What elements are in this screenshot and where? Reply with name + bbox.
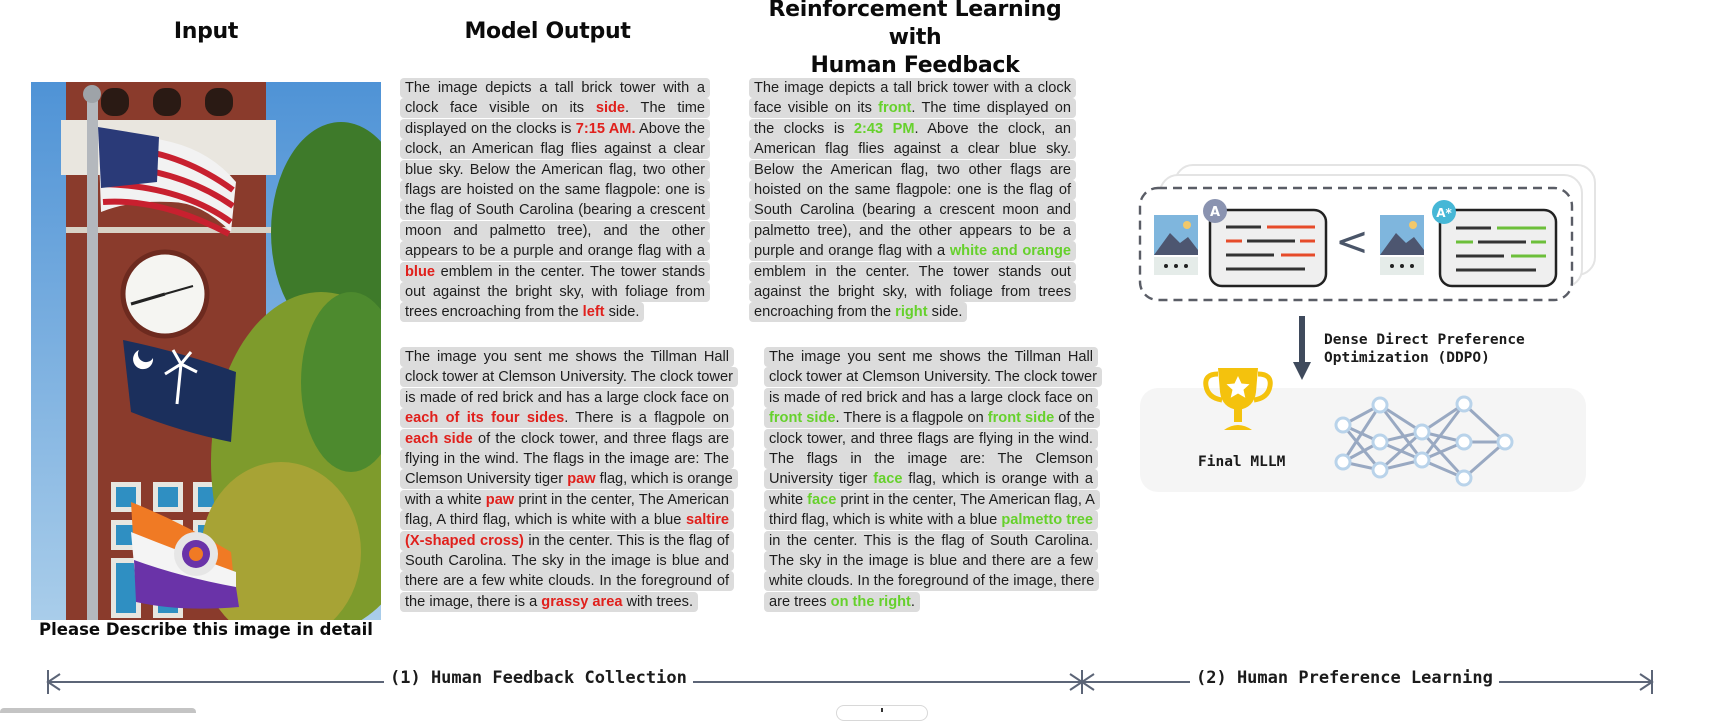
plain-text: . <box>910 593 915 610</box>
plain-text: . There is a flagpole on <box>564 410 729 427</box>
badge-a-star-label: A* <box>1436 206 1452 220</box>
plain-text: emblem in the center. The tower stands out against the bright sky, with foliage from trees encroaching from the <box>754 263 1071 321</box>
plain-text: of the clock tower, and three flags are flying in the wind. The flags in the image are: The Clemson University tiger <box>405 430 729 488</box>
clock-tower-photo-icon <box>31 82 381 620</box>
plain-text: in the center. This is the flag of South Carolina. The sky in the image is blue and there are a few white clouds. In the foreground of the image, there is a <box>405 532 729 610</box>
corrected-phrase: face <box>807 491 837 508</box>
heading-rlhf-line1: Reinforcement Learning with <box>768 0 1062 50</box>
rlhf-response-1 <box>749 78 1076 323</box>
corrected-phrase: front side <box>769 410 836 427</box>
plain-text: print in the center, The American flag, A third flag, which is white with a blue <box>769 491 1095 529</box>
incorrect-phrase: saltire (X-shaped cross) <box>405 512 729 549</box>
stage-2-label: (2) Human Preference Learning <box>1190 668 1499 688</box>
stage-1-label: (1) Human Feedback Collection <box>384 668 693 688</box>
plain-text: emblem in the center. The tower stands out against the bright sky, with foliage from trees encroaching from the <box>405 263 705 321</box>
plain-text: with trees. <box>622 593 694 610</box>
preference-comparison-diagram <box>1130 155 1610 315</box>
heading-input: Input <box>173 19 239 44</box>
plain-text: side. <box>927 304 963 321</box>
incorrect-phrase: 7:15 AM. <box>575 120 636 137</box>
down-arrow-icon <box>1290 316 1314 382</box>
incorrect-phrase: paw <box>567 471 596 488</box>
plain-text: flag, which is orange with a white <box>405 471 733 508</box>
plain-text: side. <box>604 304 640 321</box>
corrected-phrase: 2:43 PM <box>853 120 915 137</box>
plain-text: print in the center, The American flag, A third flag, which is white with a blue <box>405 491 729 529</box>
image-icon <box>1154 215 1198 275</box>
incorrect-phrase: paw <box>485 491 515 508</box>
plain-text: The image depicts a tall brick tower with a clock face visible on its <box>405 80 705 117</box>
heading-model-output: Model Output <box>464 19 631 44</box>
ddpo-label <box>1324 331 1525 367</box>
less-than-comparator: < <box>1335 219 1369 265</box>
plain-text: . Above the clock, an American flag flies against a clear blue sky. Below the American flag, two other flags are hoisted on the same flagpole: one is the flag of South Carolina (bearing a crescent moon and palmetto tree), and the other appears to be a purple and orange flag with a <box>754 120 1071 260</box>
neural-network-icon <box>1330 390 1530 490</box>
model-output-response-2 <box>400 347 734 612</box>
model-output-response-1 <box>400 78 710 323</box>
corrected-phrase: white and orange <box>949 243 1071 260</box>
plain-text: The image you sent me shows the Tillman Hall clock tower at Clemson University. The clock tower is made of red brick and has a large clock face on <box>769 349 1097 406</box>
final-mllm-label: Final MLLM <box>1198 454 1286 470</box>
incorrect-phrase: grassy area <box>541 593 623 610</box>
plain-text: in the center. This is the flag of South Carolina. The sky in the image is blue and there are a few white clouds. In the foreground of the image, there are trees <box>769 532 1095 610</box>
plain-text: flag, which is orange with a white <box>769 471 1093 508</box>
corrected-phrase: on the right <box>830 593 911 610</box>
incorrect-phrase: each of its four sides <box>405 410 565 427</box>
prompt-caption: Please Describe this image in detail <box>39 620 373 639</box>
corrected-phrase: right <box>895 304 928 321</box>
plain-text: The image you sent me shows the Tillman Hall clock tower at Clemson University. The clock tower is made of red brick and has a large clock face on <box>405 349 733 406</box>
page-control-pill[interactable] <box>836 705 928 721</box>
incorrect-phrase: side <box>595 100 626 117</box>
corrected-phrase: palmetto tree <box>1001 512 1093 529</box>
image-icon <box>1380 215 1424 275</box>
response-text <box>749 78 1076 322</box>
horizontal-scrollbar[interactable] <box>0 708 196 713</box>
incorrect-phrase: blue <box>405 263 435 280</box>
preferred-response-card <box>1440 210 1556 286</box>
badge-a-label: A <box>1209 205 1221 220</box>
rejected-response-card <box>1210 210 1326 286</box>
plain-text: Above the clock, an American flag flies against a clear blue sky. Below the American flag, two other flags are hoisted on the same flagpole: one is the flag of South Carolina (bearing a crescent moon and palmetto tree), and the other appears to be a purple and orange flag with a <box>405 120 705 260</box>
ddpo-label-line2: Optimization (DDPO) <box>1324 350 1490 366</box>
plain-text: . The time displayed on the clocks is <box>405 100 705 137</box>
plain-text: The image depicts a tall brick tower with a clock face visible on its <box>754 80 1071 117</box>
incorrect-phrase: each side <box>405 430 473 447</box>
response-text <box>764 347 1102 612</box>
incorrect-phrase: left <box>582 304 605 321</box>
heading-rlhf-line2: Human Feedback <box>810 53 1020 78</box>
corrected-phrase: front <box>878 100 912 117</box>
heading-rlhf <box>740 0 1090 80</box>
trophy-icon <box>1200 362 1276 434</box>
corrected-phrase: front side <box>987 410 1055 427</box>
ddpo-label-line1: Dense Direct Preference <box>1324 332 1525 348</box>
plain-text: of the clock tower, and three flags are flying in the wind. The flags in the image are: The Clemson University tiger <box>769 410 1095 488</box>
plain-text: . There is a flagpole on <box>835 410 988 427</box>
response-text <box>400 347 738 612</box>
rlhf-response-2 <box>764 347 1098 612</box>
plain-text: . The time displayed on the clocks is <box>754 100 1072 137</box>
corrected-phrase: face <box>873 471 903 488</box>
response-text <box>400 78 710 322</box>
input-image <box>31 82 381 620</box>
